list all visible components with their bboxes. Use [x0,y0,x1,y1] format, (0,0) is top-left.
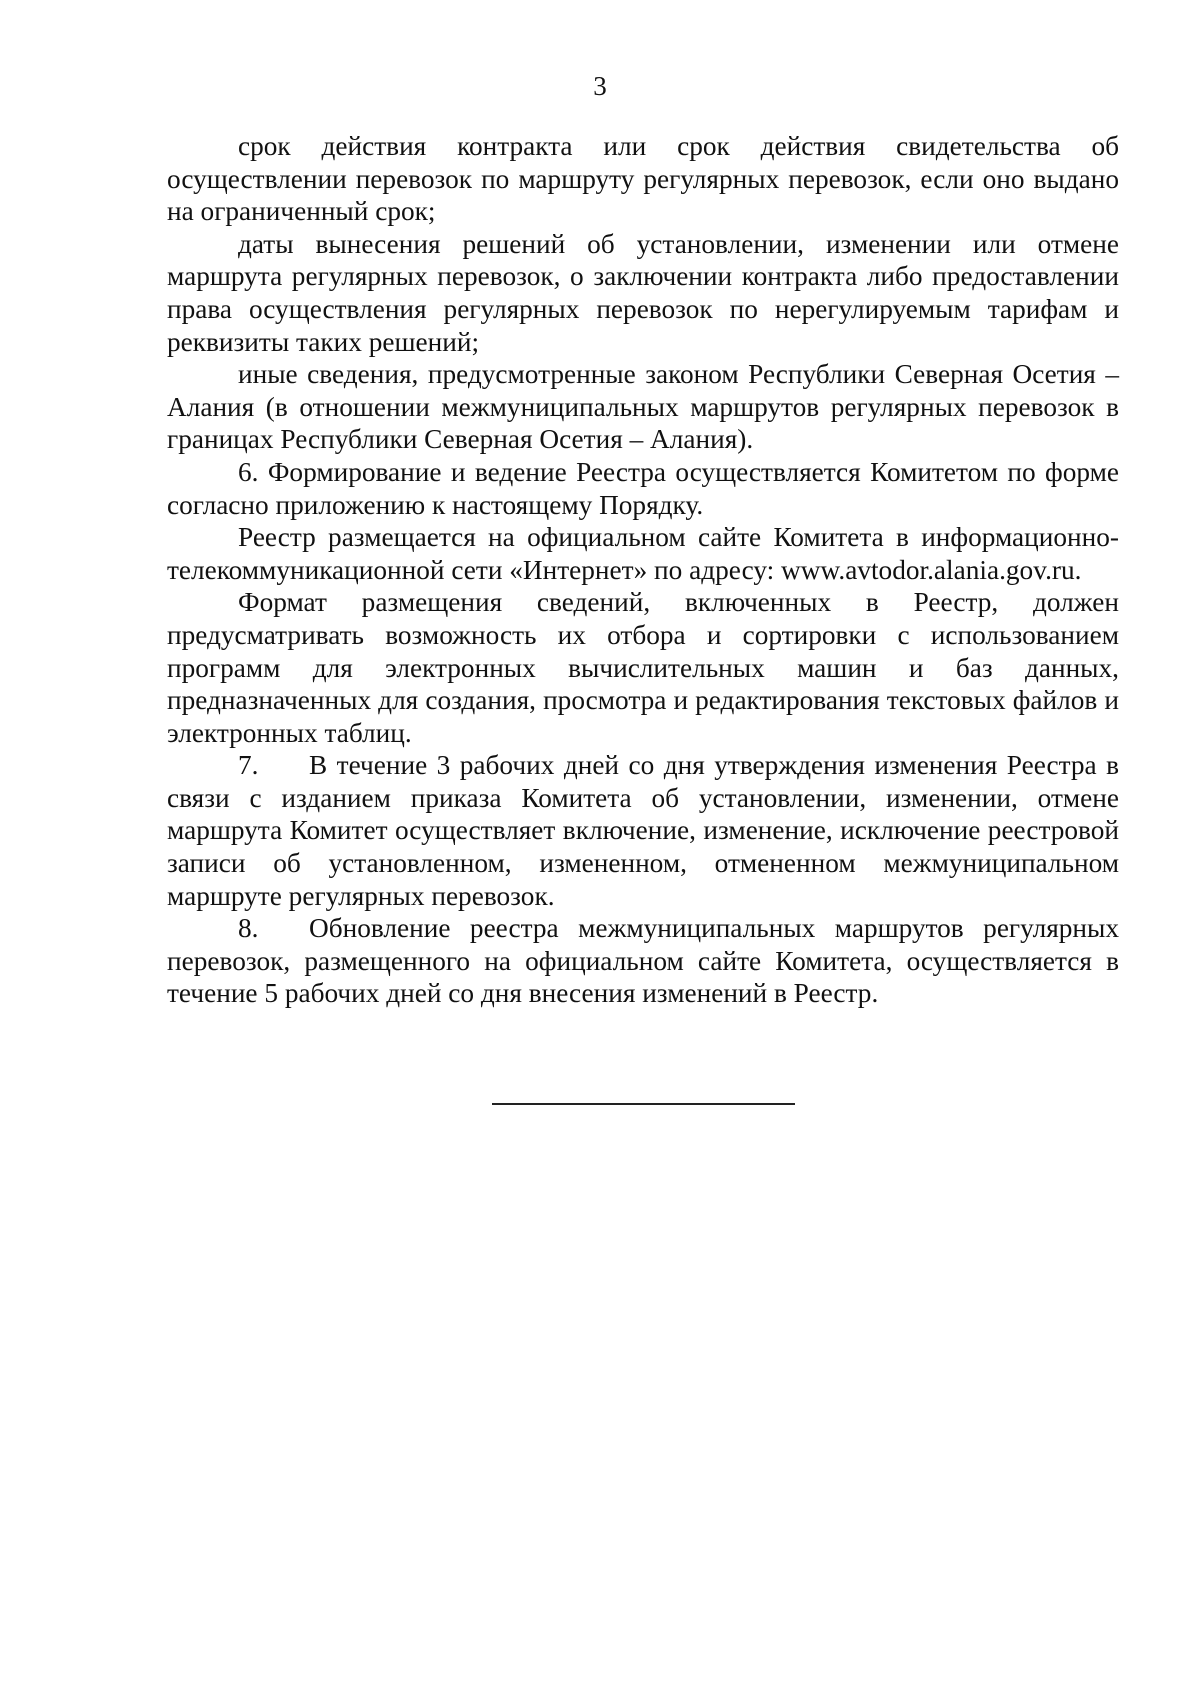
paragraph-text: В течение 3 рабочих дней со дня утверждения изменения Реестра в связи с изданием приказа Комитета об установлении, изменении, отмене маршрута Комитет осуществляет включение, изменение, исключение реестровой записи об установленном, измененном, отмененном межмуниципальном маршруте регулярных перевозок. [167,750,1119,911]
paragraph-text: срок действия контракта или срок действия свидетельства об осуществлении перевозок по маршруту регулярных перевозок, если оно выдано на ограниченный срок; [167,131,1119,227]
document-body [167,130,1119,1010]
paragraph-text: Формат размещения сведений, включенных в Реестр, должен предусматривать возможность их отбора и сортировки с использованием программ для электронных вычислительных машин и баз данных, предназначенных для создания, просмотра и редактирования текстовых файлов и электронных таблиц. [167,587,1119,748]
paragraph-item-8 [167,912,1119,1010]
item-number: 8. [238,913,259,944]
item-number: 7. [238,750,259,781]
paragraph-item-6 [167,456,1119,521]
paragraph-data-format [167,586,1119,749]
page-number: 3 [593,71,607,101]
paragraph-contract-term [167,130,1119,228]
paragraph-decision-dates [167,228,1119,358]
paragraph-text: Реестр размещается на официальном сайте Комитета в информационно-телекоммуникационной сети «Интернет» по адресу: www.avtodor.alania.gov.ru. [167,522,1119,585]
paragraph-text: 6. Формирование и ведение Реестра осуществляется Комитетом по форме согласно приложению к настоящему Порядку. [167,456,1119,520]
paragraph-text: иные сведения, предусмотренные законом Республики Северная Осетия – Алания (в отношении межмуниципальных маршрутов регулярных перевозок в границах Республики Северная Осетия – Алания). [167,359,1119,455]
paragraph-registry-website [167,521,1119,586]
paragraph-other-info [167,358,1119,456]
end-of-document-rule [492,1103,795,1105]
paragraph-item-7 [167,749,1119,912]
paragraph-text: даты вынесения решений об установлении, изменении или отмене маршрута регулярных перевозок, о заключении контракта либо предоставлении права осуществления регулярных перевозок по нерегулируемым тарифам и реквизиты таких решений; [167,228,1119,357]
paragraph-text: Обновление реестра межмуниципальных маршрутов регулярных перевозок, размещенного на официальном сайте Комитета, осуществляется в течение 5 рабочих дней со дня внесения изменений в Реестр. [167,913,1119,1009]
